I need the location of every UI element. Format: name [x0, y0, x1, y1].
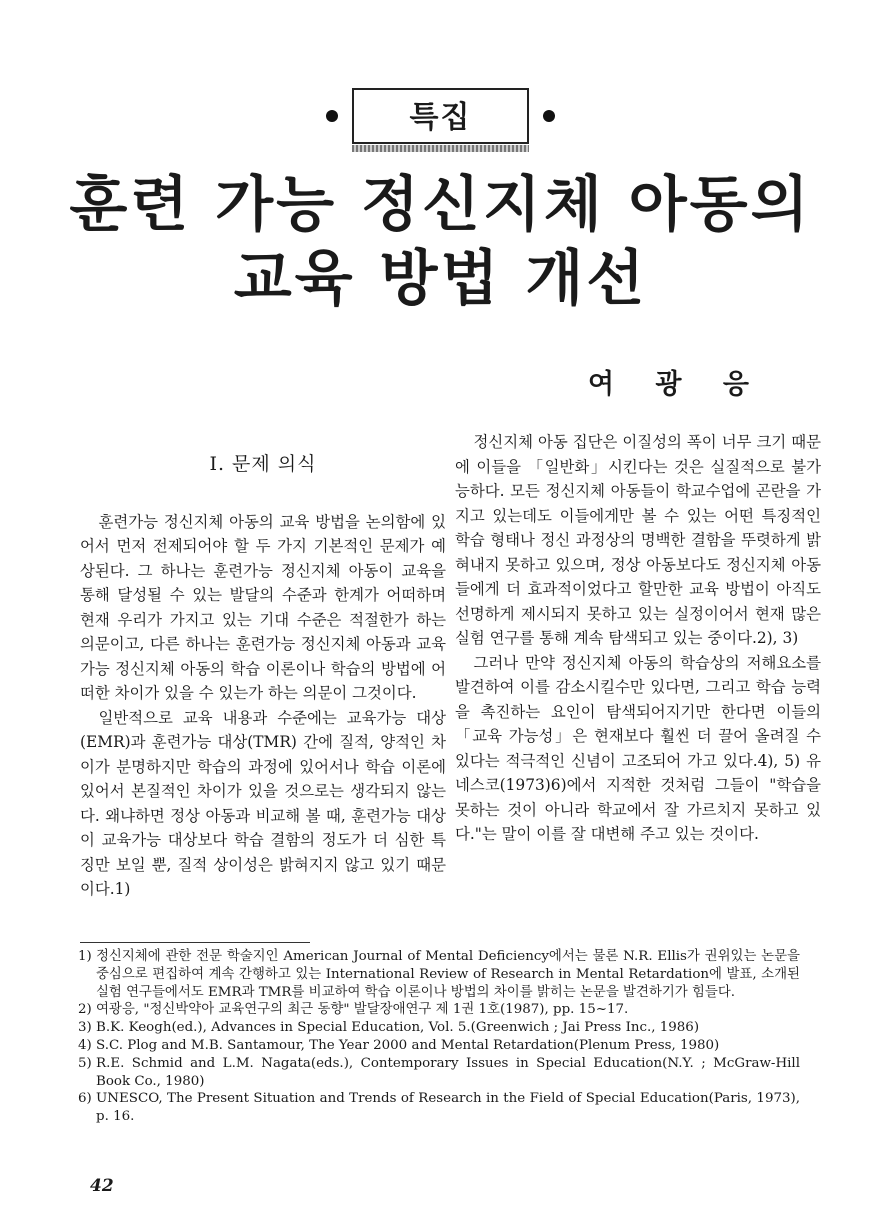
footnote-text: 정신지체에 관한 전문 학술지인 American Journal of Mental Deficiency에서는 물론 N.R. Ellis가 권위있는 논문을 중심으로 편집하여 계속 간행하고 있는 International Review of Research in Mental Retardation에 발표, 소개된 실험 연구들에서도 EMR과 TMR를 비교하여 학습 이론이나 방법의 차이를 밝히는 논문을 발견하기가 힘들다. [96, 949, 800, 1000]
body-paragraph: 훈련가능 정신지체 아동의 교육 방법을 논의함에 있어서 먼저 전제되어야 할 두 가지 기본적인 문제가 예상된다. 그 하나는 훈련가능 정신지체 아동이 교육을 통해 달성될 수 있는 발달의 수준과 한계가 어떠하며 현재 우리가 가지고 있는 기대 수준은 적절한가 하는 의문이고, 다른 하나는 훈련가능 정신지체 아동과 교육가능 정신지체 아동의 학습 이론이나 학습의 방법에 어떠한 차이가 있을 수 있는가 하는 의문이 그것이다. [80, 512, 446, 702]
footnote-number: 6) [78, 1091, 92, 1107]
section-heading: Ⅰ. 문제 의식 [209, 453, 317, 475]
footnote [78, 1037, 800, 1055]
footnote [78, 1019, 800, 1037]
article-title [0, 168, 881, 316]
footnote-divider [80, 942, 310, 943]
left-column [80, 430, 446, 902]
footnote-text: B.K. Keogh(ed.), Advances in Special Education, Vol. 5.(Greenwich ; Jai Press Inc., 1986) [96, 1020, 700, 1036]
feature-label: 특집 [352, 88, 530, 144]
footnote-text: R.E. Schmid and L.M. Nagata(eds.), Contemporary Issues in Special Education(N.Y. ; McGraw-Hill Book Co., 1980) [96, 1055, 800, 1089]
footnote [78, 948, 800, 1001]
title-line-2: 교육 방법 개선 [233, 244, 648, 314]
footnotes [78, 948, 800, 1126]
page-number: 42 [90, 1176, 114, 1196]
footnote-number: 3) [78, 1020, 92, 1036]
body-paragraph: 그러나 만약 정신지체 아동의 학습상의 저해요소를 발견하여 이를 감소시킬수만 있다면, 그리고 학습 능력을 촉진하는 요인이 탐색되어지기만 한다면 이들의 「교육 가능성」은 현재보다 훨씬 더 끌어 올려질 수 있다는 적극적인 신념이 고조되어 가고 있다.4), 5) 유네스코(1973)6)에서 지적한 것처럼 그들이 "학습을 못하는 것이 아니라 학교에서 잘 가르치지 못하고 있다."는 말이 이를 잘 대변해 주고 있는 것이다. [455, 653, 821, 843]
body-paragraph: 정신지체 아동 집단은 이질성의 폭이 너무 크기 때문에 이들을 「일반화」시킨다는 것은 실질적으로 불가능하다. 모든 정신지체 아동들이 학교수업에 곤란을 가지고 있는데도 이들에게만 볼 수 있는 어떤 특징적인 학습 형태나 정신 과정상의 명백한 결함을 뚜렷하게 밝혀내지 못하고 있으며, 정상 아동보다도 정신지체 아동들에게 더 효과적이었다고 할만한 교육 방법이 아직도 선명하게 제시되지 못하고 있는 실정이어서 현재 많은 실험 연구를 통해 계속 탐색되고 있는 중이다.2), 3) [455, 433, 821, 647]
footnote-number: 5) [78, 1055, 92, 1071]
feature-tag [0, 88, 881, 144]
footnote-number: 2) [78, 1002, 92, 1018]
bullet-left-icon [326, 110, 338, 122]
title-line-1: 훈련 가능 정신지체 아동의 [69, 170, 812, 240]
footnote-number: 4) [78, 1037, 92, 1053]
body-paragraph: 일반적으로 교육 내용과 수준에는 교육가능 대상(EMR)과 훈련가능 대상(TMR) 간에 질적, 양적인 차이가 분명하지만 학습의 과정에 있어서나 학습 이론에 있어서 본질적인 차이가 있을 것으로는 생각되지 않는다. 왜냐하면 정상 아동과 비교해 볼 때, 훈련가능 대상이 교육가능 대상보다 학습 결함의 정도가 더 심한 특징만 보일 뿐, 질적 상이성은 밝혀지지 않고 있기 때문이다.1) [80, 708, 446, 898]
footnote-text: UNESCO, The Present Situation and Trends of Research in the Field of Special Education(Paris, 1973), p. 16. [96, 1091, 800, 1125]
footnote [78, 1090, 800, 1126]
author-name: 여 광 응 [587, 369, 765, 400]
footnote-text: S.C. Plog and M.B. Santamour, The Year 2000 and Mental Retardation(Plenum Press, 1980) [96, 1037, 720, 1053]
footnote-number: 1) [78, 949, 92, 964]
bullet-right-icon [543, 110, 555, 122]
right-column [455, 430, 821, 847]
footnote-text: 여광응, "정신박약아 교육연구의 최근 동향" 발달장애연구 제 1권 1호(1987), pp. 15~17. [96, 1002, 629, 1018]
footnote [78, 1055, 800, 1091]
footnote [78, 1001, 800, 1019]
